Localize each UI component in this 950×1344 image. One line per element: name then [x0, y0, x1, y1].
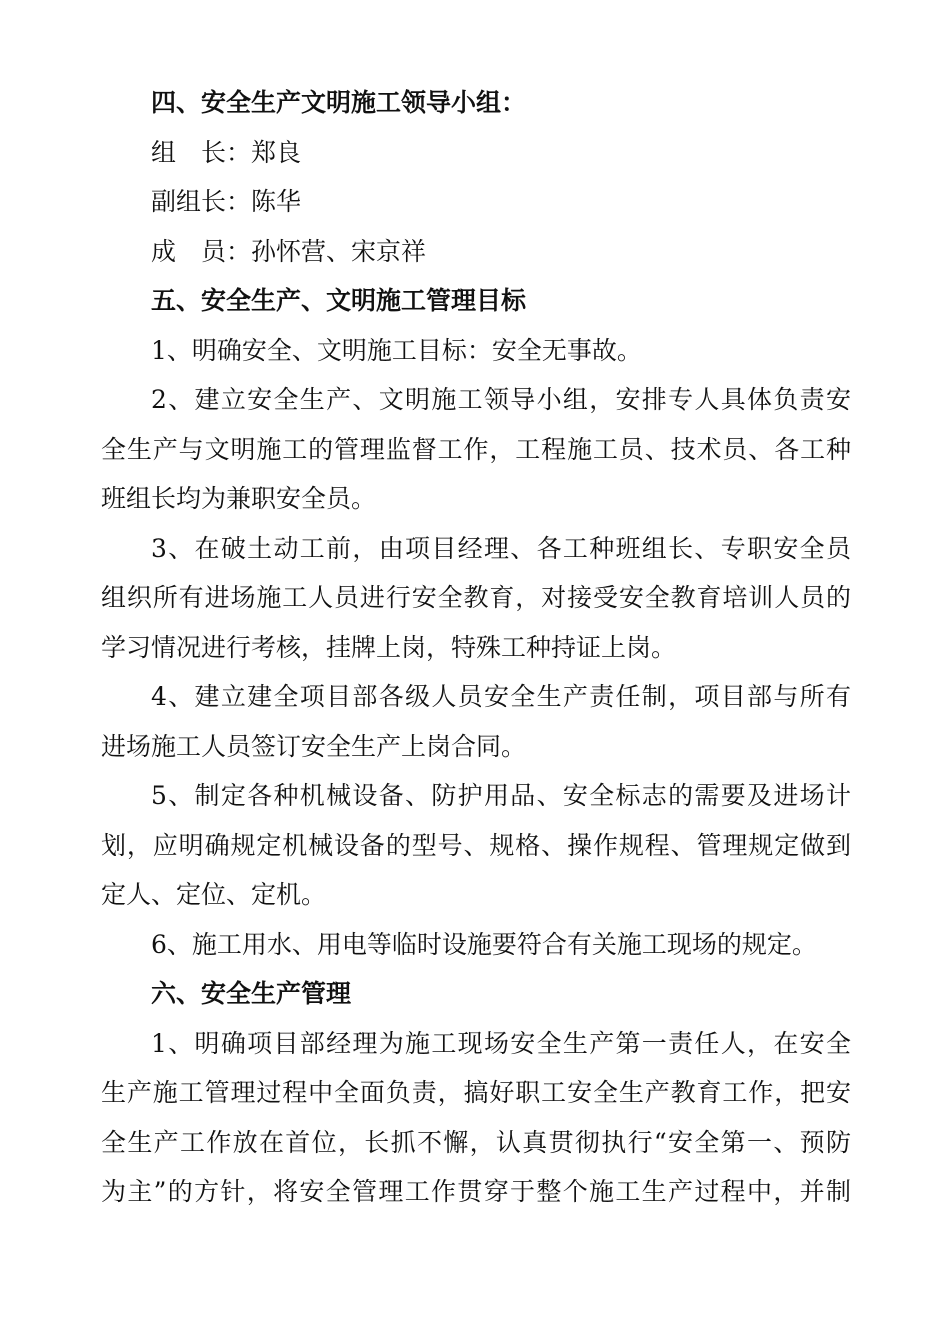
paragraph-line: 组织所有进场施工人员进行安全教育，对接受安全教育培训人员的 — [101, 583, 851, 612]
member-name: 孙怀营、宋京祥 — [251, 236, 427, 266]
section-4-heading: 四、安全生产文明施工领导小组： — [151, 88, 527, 117]
paragraph-line: 全生产与文明施工的管理监督工作，工程施工员、技术员、各工种 — [101, 434, 851, 464]
paragraph-line: 定人、定位、定机。 — [101, 880, 327, 909]
member-row-leader — [101, 128, 851, 178]
paragraph-line: 班组长均为兼职安全员。 — [101, 484, 377, 513]
paragraph-line: 为主”的方针，将安全管理工作贯穿于整个施工生产过程中，并制 — [101, 1177, 851, 1206]
paragraph-line: 4、建立建全项目部各级人员安全生产责任制，项目部与所有 — [151, 682, 851, 711]
member-label: 组 长： — [151, 137, 252, 167]
paragraph-line: 3、在破土动工前，由项目经理、各工种班组长、专职安全员 — [151, 533, 851, 563]
paragraph-line: 生产施工管理过程中全面负责，搞好职工安全生产教育工作，把安 — [101, 1078, 851, 1107]
paragraph-line: 学习情况进行考核，挂牌上岗，特殊工种持证上岗。 — [101, 632, 677, 662]
member-row-members — [101, 227, 851, 277]
member-label: 副组长： — [151, 187, 252, 216]
member-row-deputy — [101, 177, 851, 227]
section-5-heading: 五、安全生产、文明施工管理目标 — [151, 286, 527, 315]
member-name: 郑良 — [251, 137, 302, 167]
paragraph-line: 1、明确安全、文明施工目标：安全无事故。 — [151, 335, 642, 365]
section-6-heading: 六、安全生产管理 — [151, 979, 352, 1008]
paragraph-line: 2、建立安全生产、文明施工领导小组，安排专人具体负责安 — [151, 385, 851, 414]
paragraph-line: 划，应明确规定机械设备的型号、规格、操作规程、管理规定做到 — [101, 830, 851, 860]
paragraph-line: 进场施工人员签订安全生产上岗合同。 — [101, 731, 527, 761]
paragraph-line: 5、制定各种机械设备、防护用品、安全标志的需要及进场计 — [151, 781, 851, 810]
paragraph-line: 6、施工用水、用电等临时设施要符合有关施工现场的规定。 — [151, 929, 817, 959]
paragraph-line: 全生产工作放在首位，长抓不懈，认真贯彻执行“安全第一、预防 — [101, 1127, 851, 1157]
member-label: 成 员： — [151, 236, 252, 266]
member-name: 陈华 — [251, 187, 302, 216]
document-page — [101, 78, 851, 1217]
paragraph-line: 1、明确项目部经理为施工现场安全生产第一责任人，在安全 — [151, 1028, 851, 1058]
